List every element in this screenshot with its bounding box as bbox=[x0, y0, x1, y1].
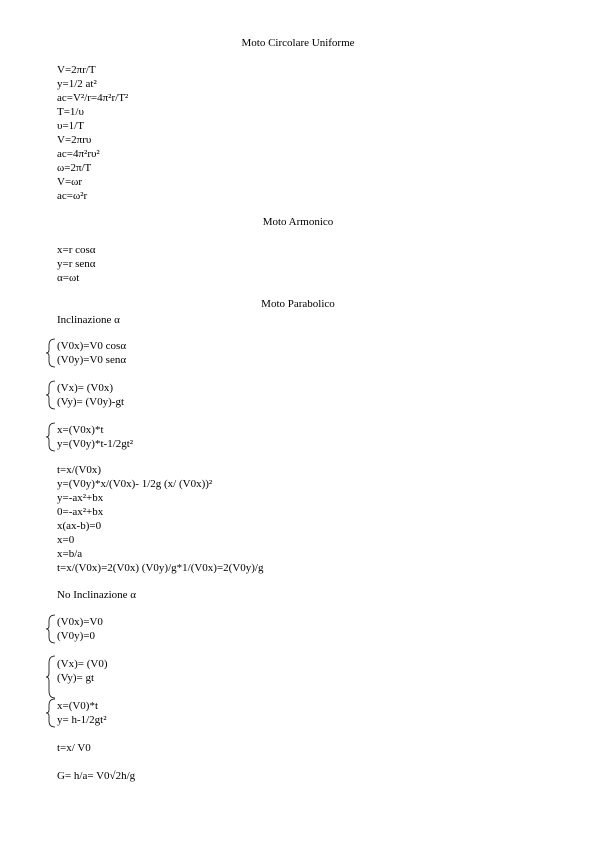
formula-line: α=ωt bbox=[57, 272, 80, 284]
section-title-circular: Moto Circolare Uniforme bbox=[241, 37, 355, 49]
formula-line: x=(V0)*t bbox=[57, 700, 99, 712]
formula-line: (V0y)=V0 senα bbox=[57, 354, 127, 366]
formula-line: (Vy)= (V0y)-gt bbox=[57, 396, 124, 408]
formula-line: υ=1/T bbox=[57, 120, 84, 132]
section-title-harmonic: Moto Armonico bbox=[262, 216, 334, 228]
system-brace bbox=[46, 698, 56, 728]
system-brace bbox=[46, 380, 56, 410]
formula-line: y=1/2 at² bbox=[57, 78, 97, 90]
formula-line: y=r senα bbox=[57, 258, 96, 270]
formula-line: t=x/(V0x) bbox=[57, 464, 102, 476]
formula-line: ω=2π/T bbox=[57, 162, 92, 174]
formula-line: (V0x)=V0 bbox=[57, 616, 103, 628]
formula-line: ac=ω²r bbox=[57, 190, 88, 202]
system-brace bbox=[46, 655, 56, 699]
formula-line: (Vy)= gt bbox=[57, 672, 95, 684]
subsection-label-flat: No Inclinazione α bbox=[57, 589, 137, 601]
formula-line: y=(V0y)*x/(V0x)- 1/2g (x/ (V0x))² bbox=[57, 478, 213, 490]
formula-line: T=1/υ bbox=[57, 106, 84, 118]
system-brace bbox=[46, 614, 56, 644]
formula-line: y=-ax²+bx bbox=[57, 492, 104, 504]
formula-line: (V0x)=V0 cosα bbox=[57, 340, 127, 352]
formula-line: x=b/a bbox=[57, 548, 83, 560]
formula-line: (Vx)= (V0) bbox=[57, 658, 108, 670]
formula-line: V=2πr/T bbox=[57, 64, 96, 76]
formula-line: t=x/ V0 bbox=[57, 742, 91, 754]
formula-line: ac=V²/r=4π²r/T² bbox=[57, 92, 129, 104]
formula-line: x(ax-b)=0 bbox=[57, 520, 102, 532]
formula-line: V=ωr bbox=[57, 176, 83, 188]
formula-line: t=x/(V0x)=2(V0x) (V0y)/g*1/(V0x)=2(V0y)/g bbox=[57, 562, 264, 574]
formula-line: x=(V0x)*t bbox=[57, 424, 104, 436]
formula-line: x=r cosα bbox=[57, 244, 96, 256]
formula-line: 0=-ax²+bx bbox=[57, 506, 104, 518]
subsection-label-inclined: Inclinazione α bbox=[57, 314, 120, 326]
formula-line: y=(V0y)*t-1/2gt² bbox=[57, 438, 134, 450]
system-brace bbox=[46, 422, 56, 452]
formula-line: ac=4π²rυ² bbox=[57, 148, 100, 160]
formula-line: y= h-1/2gt² bbox=[57, 714, 107, 726]
formula-line: G= h/a= V0√2h/g bbox=[57, 770, 136, 782]
system-brace bbox=[46, 338, 56, 368]
formula-line: (Vx)= (V0x) bbox=[57, 382, 113, 394]
formula-line: V=2πrυ bbox=[57, 134, 92, 146]
formula-line: (V0y)=0 bbox=[57, 630, 95, 642]
formula-line: x=0 bbox=[57, 534, 75, 546]
section-title-parabolic: Moto Parabolico bbox=[261, 298, 335, 310]
